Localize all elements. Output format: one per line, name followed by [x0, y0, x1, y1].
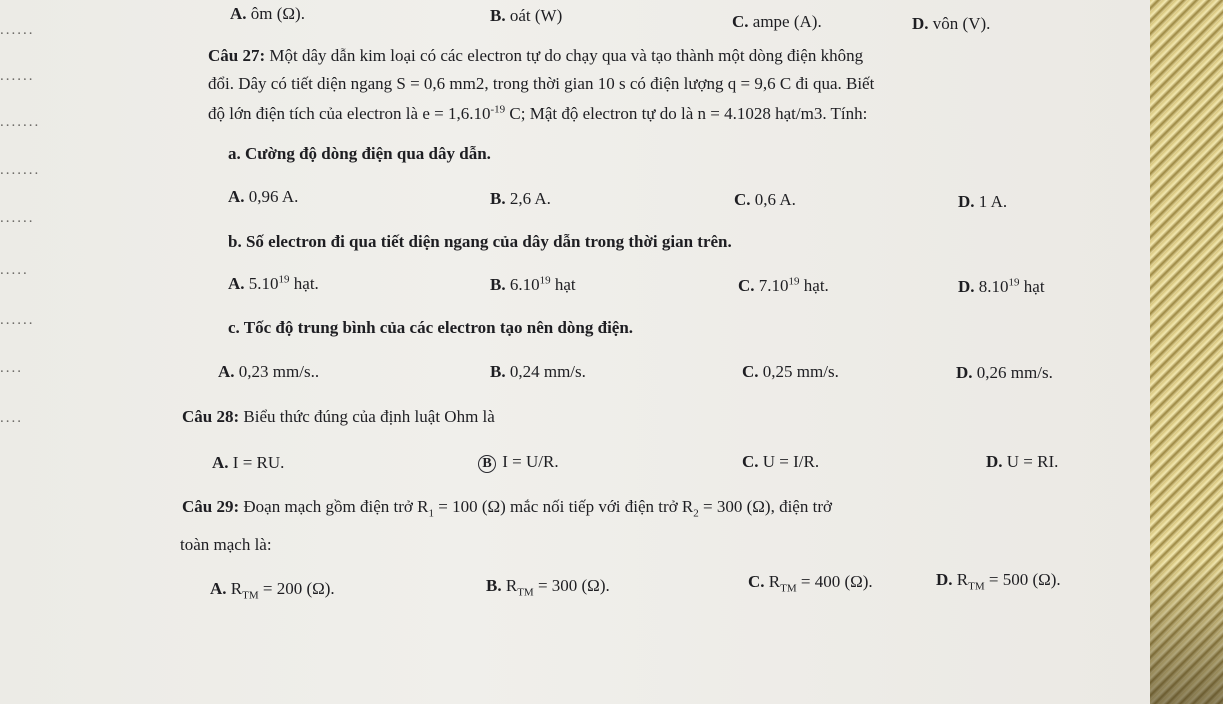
q27b-option-c: C. 7.10$^{19}$ hạt.	[738, 275, 829, 295]
q29-line-1: Câu 29: Đoạn mạch gồm điện trở $R_1 = 100$ (Ω) mắc nối tiếp với điện trở $R_2 = 300$ (Ω), điện trở	[182, 497, 832, 520]
q27-part-a-label: a. Cường độ dòng điện qua dây dẫn.	[228, 144, 491, 163]
margin-note: ......	[0, 68, 35, 84]
page-edge-texture	[1150, 0, 1223, 704]
prev-option-a: A. ôm (Ω).	[230, 4, 305, 23]
q27c-option-b: B. 0,24 mm/s.	[490, 362, 586, 381]
q27-line-2: đổi. Dây có tiết diện ngang S = 0,6 mm2, trong thời gian 10 s có điện lượng q = 9,6 C đi qua. Biết	[208, 74, 875, 93]
q29-line-2: toàn mạch là:	[180, 535, 272, 554]
margin-note: .......	[0, 114, 41, 130]
q28-option-c: C. U = I/R.	[742, 452, 820, 471]
prev-option-c: C. ampe (A).	[732, 12, 822, 31]
margin-note: ....	[0, 360, 23, 376]
q27-part-c-label: c. Tốc độ trung bình của các electron tạo nên dòng điện.	[228, 318, 634, 337]
q28-option-a: A. I = RU.	[212, 453, 285, 472]
q28-stem: Câu 28: Biểu thức đúng của định luật Ohm là	[182, 407, 495, 426]
q29-option-a: A. $R_{TM} = 200$ (Ω).	[210, 579, 335, 602]
q29-option-c: C. $R_{TM} = 400$ (Ω).	[748, 572, 873, 595]
question-label: Câu 28:	[182, 407, 240, 426]
prev-option-b: B. oát (W)	[490, 6, 563, 25]
question-label: Câu 27:	[208, 46, 266, 65]
margin-note: ......	[0, 312, 35, 328]
q28-option-b: B I = U/R.	[478, 452, 559, 473]
question-label: Câu 29:	[182, 497, 240, 516]
q27b-option-a: A. 5.10$^{19}$ hạt.	[228, 273, 319, 293]
q28-option-d: D. U = RI.	[986, 452, 1059, 471]
margin-note: .......	[0, 162, 41, 178]
margin-note: ....	[0, 410, 23, 426]
margin-note: .....	[0, 262, 29, 278]
q27a-option-b: B. 2,6 A.	[490, 189, 551, 208]
q29-option-b: B. $R_{TM} = 300$ (Ω).	[486, 576, 610, 599]
q27b-option-d: D. 8.10$^{19}$ hạt	[958, 276, 1045, 296]
q27-line-1: Câu 27: Một dây dẫn kim loại có các electron tự do chạy qua và tạo thành một dòng điện không	[208, 46, 864, 65]
margin-note: ......	[0, 22, 35, 38]
q27-line-3: độ lớn điện tích của electron là $e = 1,6.10^{-19}$ C; Mật độ electron tự do là n = 4.1028 hạt/m3. Tính:	[208, 103, 868, 123]
q27a-option-d: D. 1 A.	[958, 192, 1008, 211]
prev-option-d: D. vôn (V).	[912, 14, 991, 33]
q27a-option-c: C. 0,6 A.	[734, 190, 796, 209]
q29-option-d: D. $R_{TM} = 500$ (Ω).	[936, 570, 1061, 593]
q27c-option-c: C. 0,25 mm/s.	[742, 362, 839, 381]
q27c-option-d: D. 0,26 mm/s.	[956, 363, 1053, 382]
selected-answer-circle: B	[478, 455, 496, 473]
q27a-option-a: A. 0,96 A.	[228, 187, 299, 206]
q27b-option-b: B. 6.10$^{19}$ hạt	[490, 274, 576, 294]
margin-note: ......	[0, 210, 35, 226]
q27-part-b-label: b. Số electron đi qua tiết diện ngang của dây dẫn trong thời gian trên.	[228, 232, 732, 251]
q27c-option-a: A. 0,23 mm/s..	[218, 362, 320, 381]
